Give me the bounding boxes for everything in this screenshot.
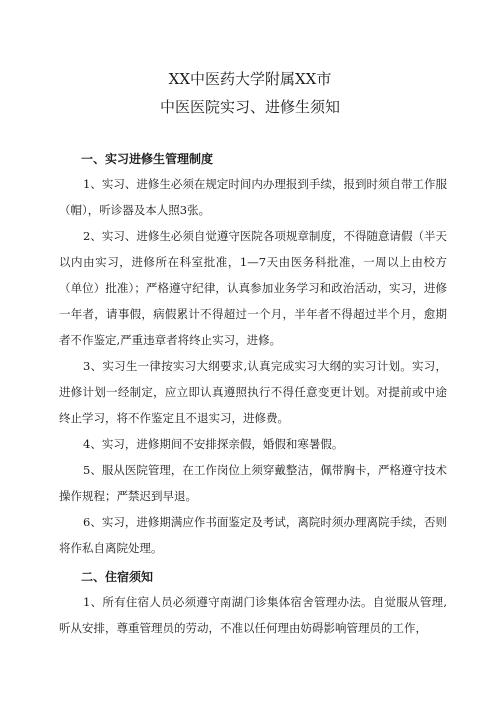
section-heading-management-rules: 一、实习进修生管理制度	[81, 152, 214, 166]
paragraph-dormitory-rules: 1、所有住宿人员必须遵守南湖门诊集体宿舍管理办法。自觉服从管理,听从安排，尊重管理员的劳动，不准以任何理由妨碍影响管理员的工作，	[59, 595, 447, 635]
document-title-line2: 中医医院实习、进修生须知	[159, 98, 340, 116]
paragraph-no-holidays: 4、实习，进修期间不安排探亲假，婚假和寒暑假。	[83, 437, 344, 451]
section-heading-accommodation: 二、住宿须知	[81, 570, 154, 584]
paragraph-internship-plan: 3、实习生一律按实习大纲要求,认真完成实习大纲的实习计划。实习，进修计划一经制定，应立即认真遵照执行不得任意变更计划。对提前或中途终止学习，将不作鉴定且不退实习，进修费。	[59, 359, 447, 425]
document-title-line1: XX中医药大学附属XX市	[168, 70, 332, 88]
paragraph-hospital-management: 5、服从医院管理，在工作岗位上须穿戴整洁，佩带胸卡，严格遵守技术操作规程；严禁迟到早退。	[59, 463, 447, 503]
paragraph-completion-appraisal: 6、实习，进修期满应作书面鉴定及考试，离院时须办理离院手续，否则将作私自离院处理。	[59, 515, 447, 555]
paragraph-registration: 1、实习、进修生必须在规定时间内办理报到手续，报到时须自带工作服（帽），听诊器及本人照3张。	[59, 177, 447, 217]
paragraph-discipline-leave: 2、实习、进修生必须自觉遵守医院各项规章制度，不得随意请假（半天以内由实习，进修所在科室批准，1—7天由医务科批准，一周以上由校方（单位）批准）；严格遵守纪律，认真参加业务学习和政治活动，实习，进修一年者，请事假，病假累计不得超过一个月，半年者不得超过半个月，愈期者不作鉴定,严重违章者将终止实习，进修。	[59, 229, 447, 347]
